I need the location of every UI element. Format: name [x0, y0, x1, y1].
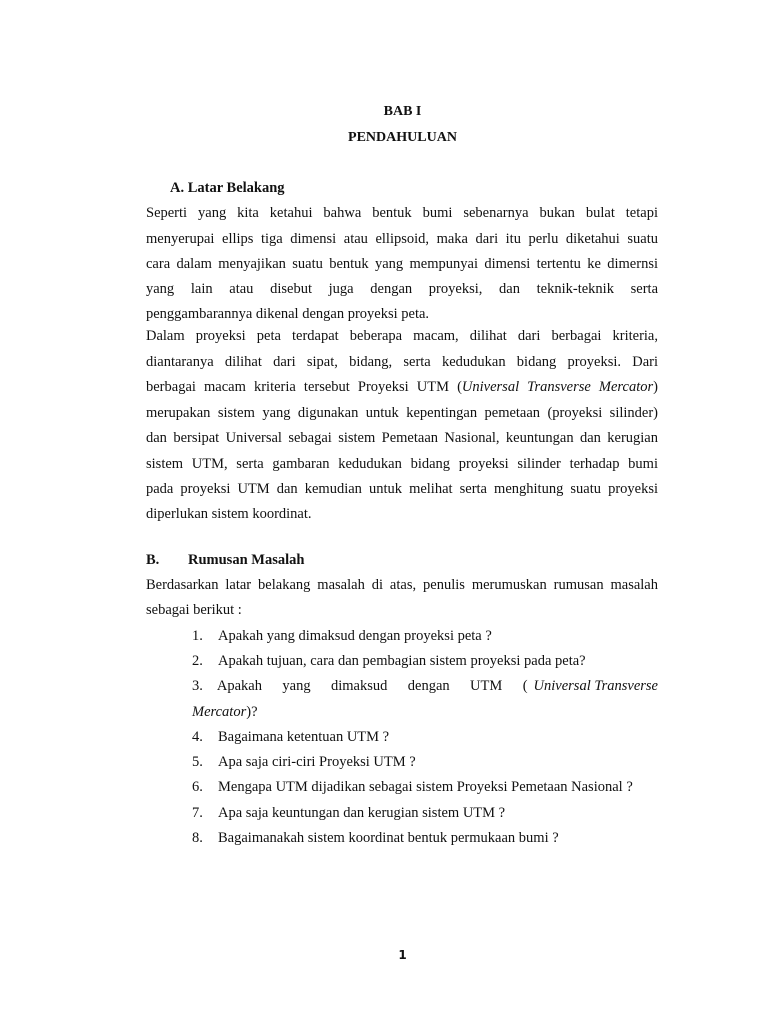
list-number: 1. [192, 628, 203, 644]
paragraph-line: sistem UTM, serta gambaran kedudukan bidang proyeksi silinder terhadap bumi [146, 456, 658, 472]
paragraph-line: yang lain atau disebut juga dengan proyeksi, dan teknik-teknik serta [146, 281, 658, 297]
section-b-number: B. [146, 552, 160, 568]
paragraph-line: diperlukan sistem koordinat. [146, 506, 312, 522]
paragraph-line: menyerupai ellips tiga dimensi atau ellipsoid, maka dari itu perlu diketahui suatu [146, 231, 658, 247]
list-number: 7. [192, 805, 203, 821]
paragraph-line: diantaranya dilihat dari sipat, bidang, serta kedudukan bidang proyeksi. Dari [146, 354, 658, 370]
section-a-heading: A. Latar Belakang [170, 180, 285, 196]
list-text: Bagaimanakah sistem koordinat bentuk permukaan bumi ? [218, 830, 559, 846]
section-b-heading [146, 552, 658, 569]
paragraph-line: merupakan sistem yang digunakan untuk kepentingan pemetaan (proyeksi silinder) [146, 405, 658, 421]
text-segment: berbagai macam kriteria tersebut Proyeksi UTM ( [146, 379, 462, 395]
paragraph-line-utm [146, 379, 658, 396]
list-item [192, 779, 658, 796]
list-text: Bagaimana ketentuan UTM ? [218, 729, 390, 745]
list-item [192, 830, 658, 847]
list-text: Mengapa UTM dijadikan sebagai sistem Proyeksi Pemetaan Nasional ? [218, 779, 633, 795]
list-number: 4. [192, 729, 203, 745]
paragraph-line: Berdasarkan latar belakang masalah di atas, penulis merumuskan rumusan masalah [146, 577, 658, 593]
text-segment: ) [653, 379, 658, 395]
list-number: 3. [192, 678, 203, 694]
list-item [192, 754, 658, 771]
text-segment: )? [246, 704, 258, 720]
paragraph-line: Seperti yang kita ketahui bahwa bentuk bumi sebenarnya bukan bulat tetapi [146, 205, 658, 221]
paragraph-line: cara dalam menyajikan suatu bentuk yang mempunyai dimensi tertentu ke dimernsi [146, 256, 658, 272]
paragraph-line: pada proyeksi UTM dan kemudian untuk melihat serta menghitung suatu proyeksi [146, 481, 658, 497]
list-number: 8. [192, 830, 203, 846]
paragraph-line: sebagai berikut : [146, 602, 242, 618]
list-number: 5. [192, 754, 203, 770]
italic-term: Mercator [192, 704, 247, 720]
list-text: Apakah yang dimaksud dengan UTM ( [216, 678, 528, 694]
list-text: Apakah tujuan, cara dan pembagian sistem proyeksi pada peta? [218, 653, 586, 669]
list-text: Apa saja ciri-ciri Proyeksi UTM ? [218, 754, 416, 770]
list-item [192, 805, 658, 822]
list-item [192, 678, 658, 695]
list-item [192, 628, 658, 645]
list-number: 2. [192, 653, 203, 669]
italic-term: Universal Transverse Mercator [461, 379, 654, 395]
chapter-title: PENDAHULUAN [348, 130, 457, 145]
list-item-continuation [192, 704, 658, 721]
paragraph-line: dan bersipat Universal sebagai sistem Pemetaan Nasional, keuntungan dan kerugian [146, 430, 658, 446]
section-b-title: Rumusan Masalah [188, 552, 305, 568]
list-number: 6. [192, 779, 203, 795]
list-item [192, 653, 658, 670]
paragraph-line: penggambarannya dikenal dengan proyeksi peta. [146, 306, 430, 322]
list-text: Apa saja keuntungan dan kerugian sistem UTM ? [218, 805, 506, 821]
list-text: Apakah yang dimaksud dengan proyeksi peta ? [218, 628, 492, 644]
list-item [192, 729, 658, 746]
chapter-label: BAB I [383, 104, 422, 119]
italic-term: Universal Transverse [533, 678, 658, 694]
paragraph-line: Dalam proyeksi peta terdapat beberapa macam, dilihat dari berbagai kriteria, [146, 328, 658, 344]
page-number: 1 [398, 948, 407, 962]
